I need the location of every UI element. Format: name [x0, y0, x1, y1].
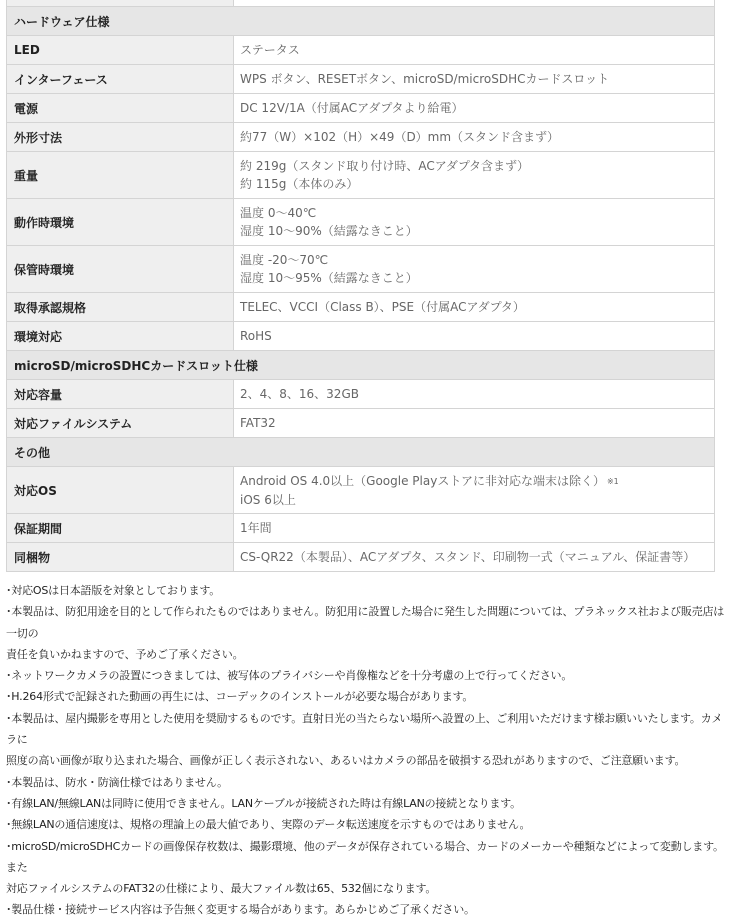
spec-label: 電源 [7, 94, 234, 123]
spec-value-text: 温度 -20～70℃ [240, 253, 329, 267]
spec-label: 動作時環境 [7, 199, 234, 246]
spec-value-text: 2、4、8、16、32GB [240, 387, 359, 401]
spec-value [234, 199, 715, 246]
spec-value-line [240, 385, 714, 403]
spec-value-line [240, 414, 714, 432]
spec-label: 同梱物 [7, 543, 234, 572]
spec-value-text: 約 219g（スタンド取り付け時、ACアダプタ含まず） [240, 159, 530, 173]
spec-row [7, 380, 715, 409]
spec-value-line [240, 70, 714, 88]
spec-value [234, 293, 715, 322]
spec-row [7, 322, 715, 351]
spec-row [7, 409, 715, 438]
section-header-row [7, 351, 715, 380]
spec-row [7, 36, 715, 65]
spec-label: インターフェース [7, 65, 234, 94]
spec-row [7, 293, 715, 322]
spec-value-text: RoHS [240, 329, 272, 343]
spec-label: 重量 [7, 152, 234, 199]
note-line: 責任を負いかねますので、予めご了承ください。 [6, 647, 244, 661]
note-line: ･対応OSは日本語版を対象としております。 [6, 584, 221, 597]
spec-value-text: CS-QR22（本製品）、ACアダプタ、スタンド、印刷物一式（マニュアル、保証書等） [240, 550, 696, 564]
spec-value [234, 246, 715, 293]
note-line: ･無線LANの通信速度は、規格の理論上の最大値であり、実際のデータ転送速度を示すものではありません。 [6, 818, 531, 832]
spec-value-text: ステータス [240, 43, 300, 57]
section-title: ハードウェア仕様 [7, 7, 715, 36]
spec-value [234, 409, 715, 438]
spec-value [234, 36, 715, 65]
note-line: ･本製品は、防犯用途を目的として作られたものではありません。防犯用に設置した場合に発生した問題については、プラネックス社および販売店は一切の [6, 605, 725, 640]
spec-value-text: 湿度 10～90%（結露なきこと） [240, 224, 418, 238]
spec-row [7, 152, 715, 199]
note-line: ･ネットワークカメラの設置につきましては、被写体のプライバシーや肖像権などを十分考慮の上で行ってください。 [6, 669, 573, 683]
spec-value [234, 543, 715, 572]
footnote-marker: ※1 [606, 476, 619, 486]
spec-row [7, 543, 715, 572]
spec-value [234, 94, 715, 123]
spec-value-line [240, 157, 714, 175]
spec-table [6, 0, 715, 572]
spec-value-line [240, 269, 714, 287]
section-title: その他 [7, 438, 715, 467]
spec-value-text: FAT32 [240, 416, 276, 430]
spec-row [7, 94, 715, 123]
spec-label: 保証期間 [7, 514, 234, 543]
spec-row [7, 467, 715, 514]
spec-value-line [240, 128, 714, 146]
spec-row [7, 246, 715, 293]
spec-value-line [240, 519, 714, 537]
spec-row [7, 123, 715, 152]
spec-value-line [240, 251, 714, 269]
section-header-row [7, 438, 715, 467]
spec-value-text: iOS 6以上 [240, 492, 296, 507]
spec-value-text: TELEC、VCCI（Class B）、PSE（付属ACアダプタ） [240, 300, 525, 314]
spec-value [234, 467, 715, 514]
note-line: ･本製品は、防水・防滴仕様ではありません。 [6, 775, 228, 789]
note-line: 照度の高い画像が取り込まれた場合、画像が正しく表示されない、あるいはカメラの部品を破損する恐れがありますので、ご注意願います。 [6, 754, 686, 768]
spec-label: 対応容量 [7, 380, 234, 409]
spec-label: 保管時環境 [7, 246, 234, 293]
section-header-row [7, 7, 715, 36]
spec-value-text: Android OS 4.0以上（Google Playストアに非対応な端末は除く） [240, 473, 605, 488]
spec-value-line [240, 491, 714, 509]
spec-value-line [240, 472, 714, 491]
spec-value [234, 152, 715, 199]
spec-value-line [240, 222, 714, 240]
spec-row [7, 514, 715, 543]
spec-value-text: DC 12V/1A（付属ACアダプタより給電） [240, 101, 464, 115]
spec-value-text: 1年間 [240, 521, 272, 535]
spec-value-line [240, 204, 714, 222]
spec-value-line [240, 298, 714, 316]
spec-row [7, 65, 715, 94]
spec-value-line [240, 327, 714, 345]
spec-value-text: 約 115g（本体のみ） [240, 177, 359, 191]
note-line: 対応ファイルシステムのFAT32の仕様により、最大ファイル数は65、532個になります。 [6, 882, 437, 896]
note-line: ･製品仕様・接続サービス内容は予告無く変更する場合があります。あらかじめご了承ください。 [6, 903, 475, 917]
spec-value-line [240, 548, 714, 566]
notes-list [6, 580, 726, 921]
spec-label: 外形寸法 [7, 123, 234, 152]
spec-value [234, 322, 715, 351]
spec-value [234, 65, 715, 94]
spec-value [234, 380, 715, 409]
spec-row [7, 199, 715, 246]
spec-label: 取得承認規格 [7, 293, 234, 322]
spec-value [234, 123, 715, 152]
note-line: ･本製品は、屋内撮影を専用とした使用を奨励するものです。直射日光の当たらない場所へ設置の上、ご利用いただけます様お願いいたします。カメラに [6, 711, 723, 747]
spec-value-text: 約77（W）×102（H）×49（D）mm（スタンド含まず） [240, 130, 560, 144]
section-title: microSD/microSDHCカードスロット仕様 [7, 351, 715, 380]
spec-value-text: WPS ボタン、RESETボタン、microSD/microSDHCカードスロット [240, 72, 610, 86]
spec-value-line [240, 175, 714, 193]
spec-value-line [240, 41, 714, 59]
spec-label: 環境対応 [7, 322, 234, 351]
note-line: ･H.264形式で記録された動画の再生には、コーデックのインストールが必要な場合があります。 [6, 690, 474, 704]
spec-label: 対応OS [7, 467, 234, 514]
spec-value [234, 514, 715, 543]
spec-value-line [240, 99, 714, 117]
note-line: ･microSD/microSDHCカードの画像保存枚数は、撮影環境、他のデータが保存されている場合、カードのメーカーや種類などによって変動します。また [6, 839, 724, 874]
note-line: ･有線LAN/無線LANは同時に使用できません。LANケーブルが接続された時は有線LANの接続となります。 [6, 796, 521, 810]
spec-label: 対応ファイルシステム [7, 409, 234, 438]
spec-value-text: 温度 0～40℃ [240, 206, 317, 220]
spec-value-text: 湿度 10～95%（結露なきこと） [240, 271, 418, 285]
spec-label: LED [7, 36, 234, 65]
